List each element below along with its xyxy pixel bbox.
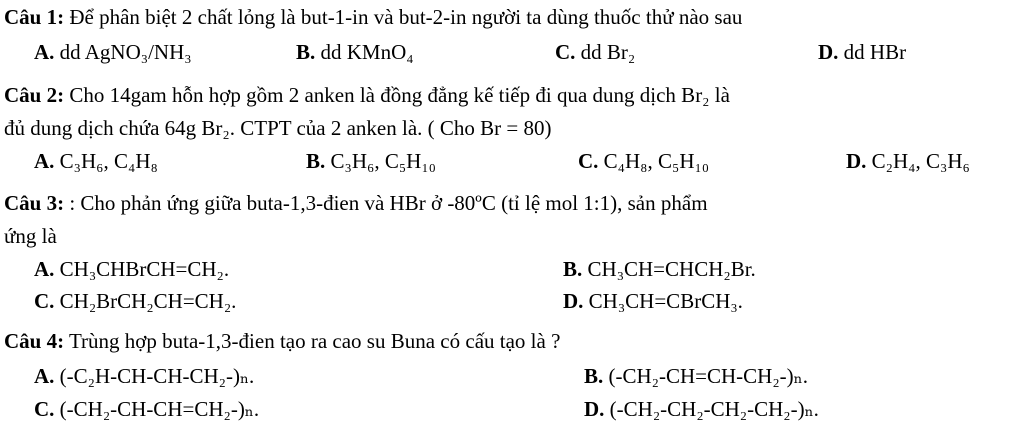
question-3-text-line1: : Cho phản ứng giữa buta-1,3-đien và HBr ở -80ºC (tỉ lệ mol 1:1), sản phẩm <box>64 191 708 215</box>
question-1 <box>4 2 1024 32</box>
q1-option-c[interactable] <box>555 37 635 67</box>
q1-option-a-letter: A. <box>34 40 55 64</box>
q3-option-a[interactable] <box>34 254 229 284</box>
q1-option-d[interactable] <box>818 37 906 67</box>
q4-option-b-letter: B. <box>584 364 604 388</box>
q4-option-d-text: (-CH₂-CH₂-CH₂-CH₂-)ₙ. <box>604 397 819 421</box>
q4-option-d-letter: D. <box>584 397 605 421</box>
q2-option-d-text: C₂H₄, C₃H₆ <box>866 149 970 173</box>
q4-option-b[interactable] <box>584 361 808 391</box>
question-1-options <box>0 37 1024 67</box>
q3-option-d-text: CH₃CH=CBrCH₃. <box>583 289 743 313</box>
question-4 <box>4 326 1024 356</box>
q2-option-a-letter: A. <box>34 149 55 173</box>
q4-option-c-text: (-CH₂-CH-CH=CH₂-)ₙ. <box>54 397 260 421</box>
question-3-options-row2 <box>0 286 1024 316</box>
q1-option-b-text: dd KMnO₄ <box>315 40 414 64</box>
q3-option-b[interactable] <box>563 254 756 284</box>
q3-option-d-letter: D. <box>563 289 584 313</box>
question-4-options-row1 <box>0 361 1024 391</box>
question-2-label: Câu 2: <box>4 83 65 107</box>
q2-option-a-text: C₃H₆, C₄H₈ <box>54 149 158 173</box>
q4-option-d[interactable] <box>584 394 819 424</box>
q2-option-b-letter: B. <box>306 149 326 173</box>
q2-option-c-text: C₄H₈, C₅H₁₀ <box>598 149 710 173</box>
q1-option-b-letter: B. <box>296 40 316 64</box>
q2-option-b[interactable] <box>306 146 436 176</box>
question-2-options <box>0 146 1024 176</box>
question-4-label: Câu 4: <box>4 329 65 353</box>
q4-option-c[interactable] <box>34 394 259 424</box>
q2-option-c[interactable] <box>578 146 709 176</box>
q1-option-d-letter: D. <box>818 40 839 64</box>
q1-option-a-text: dd AgNO₃/NH₃ <box>54 40 192 64</box>
q4-option-a[interactable] <box>34 361 254 391</box>
q3-option-c-letter: C. <box>34 289 55 313</box>
question-2-continued <box>4 113 1024 143</box>
q4-option-a-letter: A. <box>34 364 55 388</box>
q3-option-d[interactable] <box>563 286 743 316</box>
q3-option-a-letter: A. <box>34 257 55 281</box>
q1-option-c-text: dd Br₂ <box>575 40 636 64</box>
q1-option-c-letter: C. <box>555 40 576 64</box>
question-2-text-line1: Cho 14gam hỗn hợp gồm 2 anken là đồng đẳng kế tiếp đi qua dung dịch Br₂ là <box>64 83 730 107</box>
q1-option-a[interactable] <box>34 37 192 67</box>
question-1-text: Để phân biệt 2 chất lỏng là but-1-in và but-2-in người ta dùng thuốc thử nào sau <box>64 5 743 29</box>
question-3-text-line2: ứng là <box>4 224 57 248</box>
q2-option-a[interactable] <box>34 146 158 176</box>
q3-option-c[interactable] <box>34 286 236 316</box>
q3-option-b-text: CH₃CH=CHCH₂Br. <box>582 257 756 281</box>
question-3-options-row1 <box>0 254 1024 284</box>
q1-option-d-text: dd HBr <box>838 40 907 64</box>
question-1-label: Câu 1: <box>4 5 65 29</box>
question-4-options-row2 <box>0 394 1024 424</box>
q4-option-c-letter: C. <box>34 397 55 421</box>
q2-option-b-text: C₃H₆, C₅H₁₀ <box>325 149 436 173</box>
q3-option-a-text: CH₃CHBrCH=CH₂. <box>54 257 230 281</box>
q3-option-b-letter: B. <box>563 257 583 281</box>
q1-option-b[interactable] <box>296 37 414 67</box>
q2-option-d[interactable] <box>846 146 970 176</box>
question-3-continued <box>4 221 1024 251</box>
q4-option-a-text: (-C₂H-CH-CH-CH₂-)ₙ. <box>54 364 255 388</box>
question-3-label: Câu 3: <box>4 191 65 215</box>
q2-option-d-letter: D. <box>846 149 867 173</box>
question-4-text: Trùng hợp buta-1,3-đien tạo ra cao su Buna có cấu tạo là ? <box>64 329 561 353</box>
question-2 <box>4 80 1024 110</box>
question-3 <box>4 188 1024 218</box>
q4-option-b-text: (-CH₂-CH=CH-CH₂-)ₙ. <box>603 364 808 388</box>
q3-option-c-text: CH₂BrCH₂CH=CH₂. <box>54 289 237 313</box>
question-2-text-line2: đủ dung dịch chứa 64g Br₂. CTPT của 2 anken là. ( Cho Br = 80) <box>4 116 552 140</box>
q2-option-c-letter: C. <box>578 149 599 173</box>
